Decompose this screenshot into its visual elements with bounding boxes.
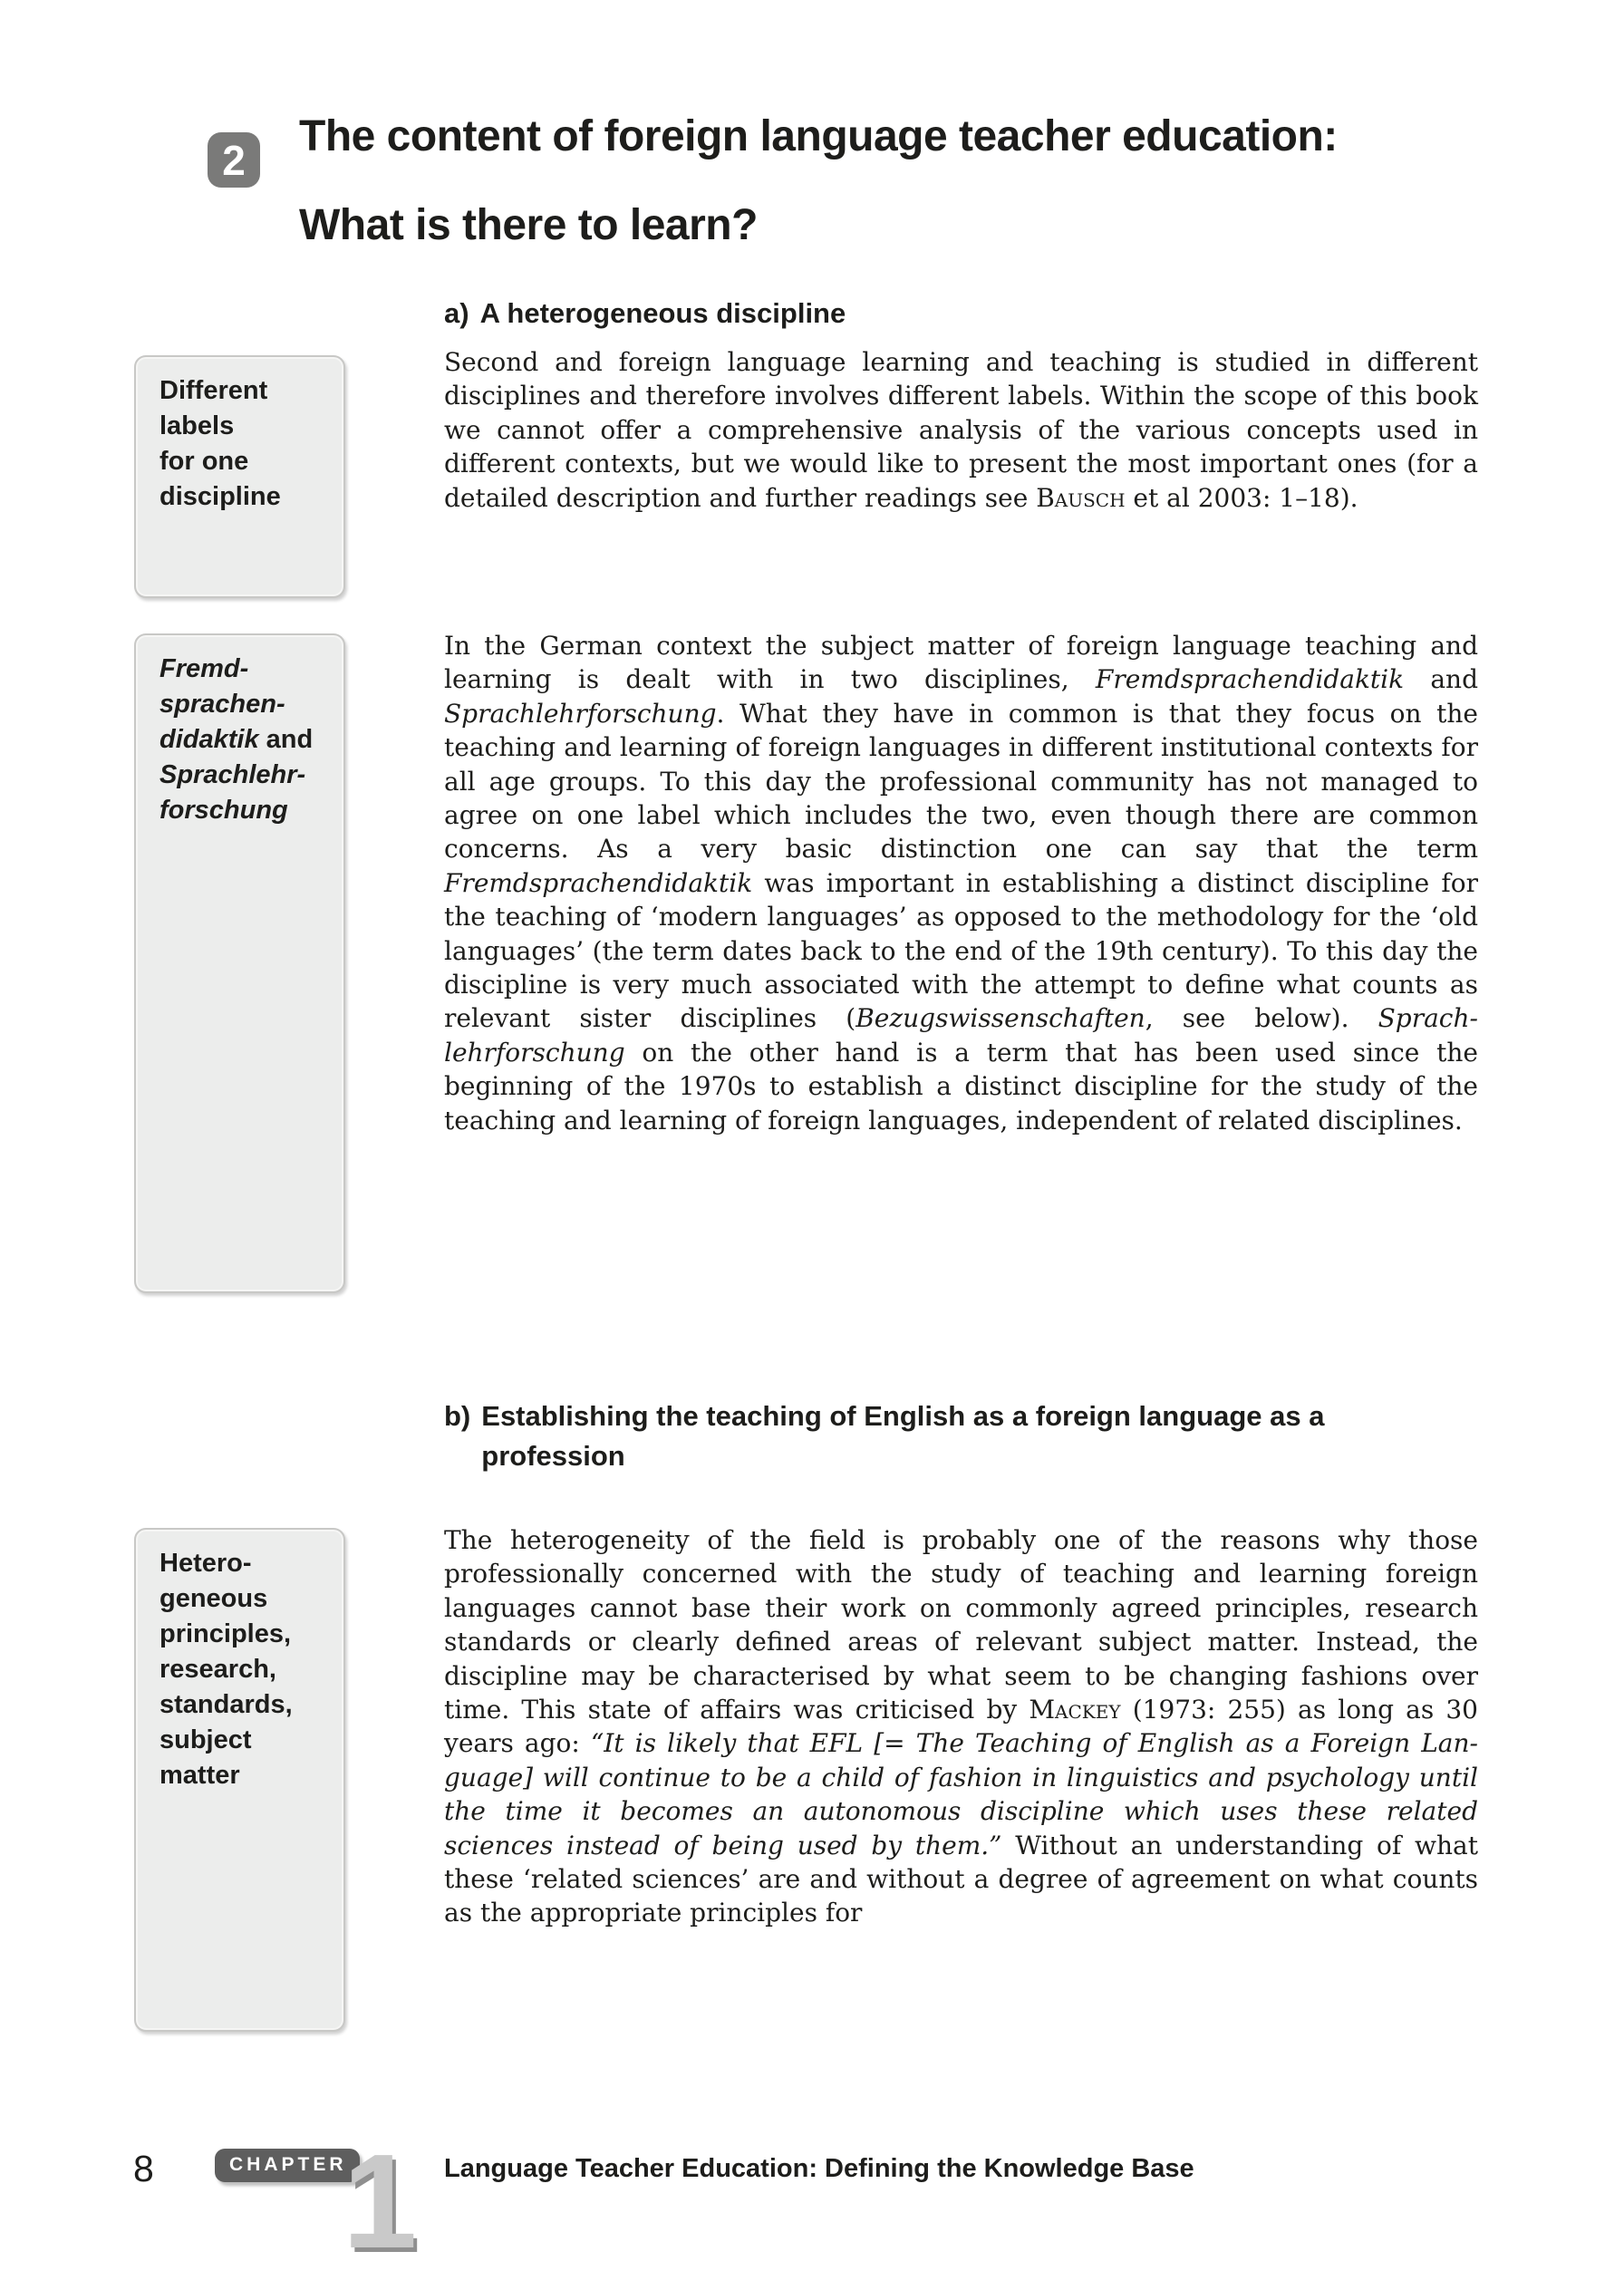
section-b-label: b) [444, 1400, 471, 1432]
paragraph-different-labels: Second and foreign language learning and teaching is studied in different disciplines and therefore involves different labels. Within the scope of this book we cannot offer a comprehensive analysis of the various concepts used in different contexts, but we would like to present the most important ones (for a detailed description and further readings see Bausch et al 2003: 1–18). [444, 347, 1478, 513]
chapter-number-badge [208, 132, 260, 188]
chapter-footer-numeral: 1 [343, 2127, 418, 2276]
chapter-title-line-2: What is there to learn? [299, 201, 758, 249]
margin-note-heterogeneous-principles: Hetero- geneous principles, research, standards, subject matter [134, 1528, 345, 2032]
paragraph-heterogeneity: The heterogeneity of the field is probably one of the reasons why those professionally concerned with the study of teaching and learning foreign languages cannot base their work on commonly agreed principles, research standards or clearly defined areas of relevant subject matter. Instead, the discipline may be characterised by what seem to be changing fashions over time. This state of affairs was criticised by Mackey (1973: 255) as long as 30 years ago: “It is likely that EFL [= The Teaching of English as a Foreign Language] will continue to be a child of fashion in linguistics and psychology until the time it becomes an autonomous discipline which uses these related sciences instead of being used by them.” Without an understanding of what these ‘related sciences’ are and without a degree of agreement on what counts as the appropriate principles for [444, 1525, 1478, 1928]
chapter-footer-badge: CHAPTER [215, 2149, 360, 2182]
section-heading-a [444, 294, 846, 333]
paragraph-german-context: In the German context the subject matter of foreign language teaching and learning is dealt with in two disciplines, Fremdsprachendidaktik and Sprachlehrforschung. What they have in common is that they focus on the teaching and learning of foreign languages in different institutional contexts for all age groups. To this day the professional community has not managed to agree on one label which includes the two, even though there are common concerns. As a very basic distinction one can say that the term Fremdsprachendidaktik was important in establishing a distinct discipline for the teaching of ‘modern languages’ as opposed to the methodology for the ‘old languages’ (the term dates back to the end of the 19th century). To this day the discipline is very much associated with the attempt to define what counts as relevant sister disciplines (Bezugswissenschaften, see below). Sprachlehrforschung on the other hand is a term that has been used since the beginning of the 1970s to establish a distinct discipline for the study of the teaching and learning of foreign languages, independent of related disciplines. [444, 631, 1478, 1135]
section-b-text: Establishing the teaching of English as a foreign language as a profession [481, 1400, 1325, 1472]
running-title: Language Teacher Education: Defining the Knowledge Base [444, 2154, 1194, 2183]
section-a-label: a) [444, 297, 469, 329]
section-a-text: A heterogeneous discipline [479, 297, 846, 329]
page-number: 8 [133, 2148, 154, 2189]
section-heading-b [444, 1396, 1397, 1476]
chapter-title [299, 112, 1338, 250]
margin-note-two-disciplines: Fremd- sprachen- didaktik and Sprachlehr- forschung [134, 633, 345, 1293]
chapter-number: 2 [222, 136, 246, 184]
chapter-title-line-1: The content of foreign language teacher education: [299, 112, 1338, 160]
margin-note-different-labels: Different labels for one discipline [134, 355, 345, 598]
